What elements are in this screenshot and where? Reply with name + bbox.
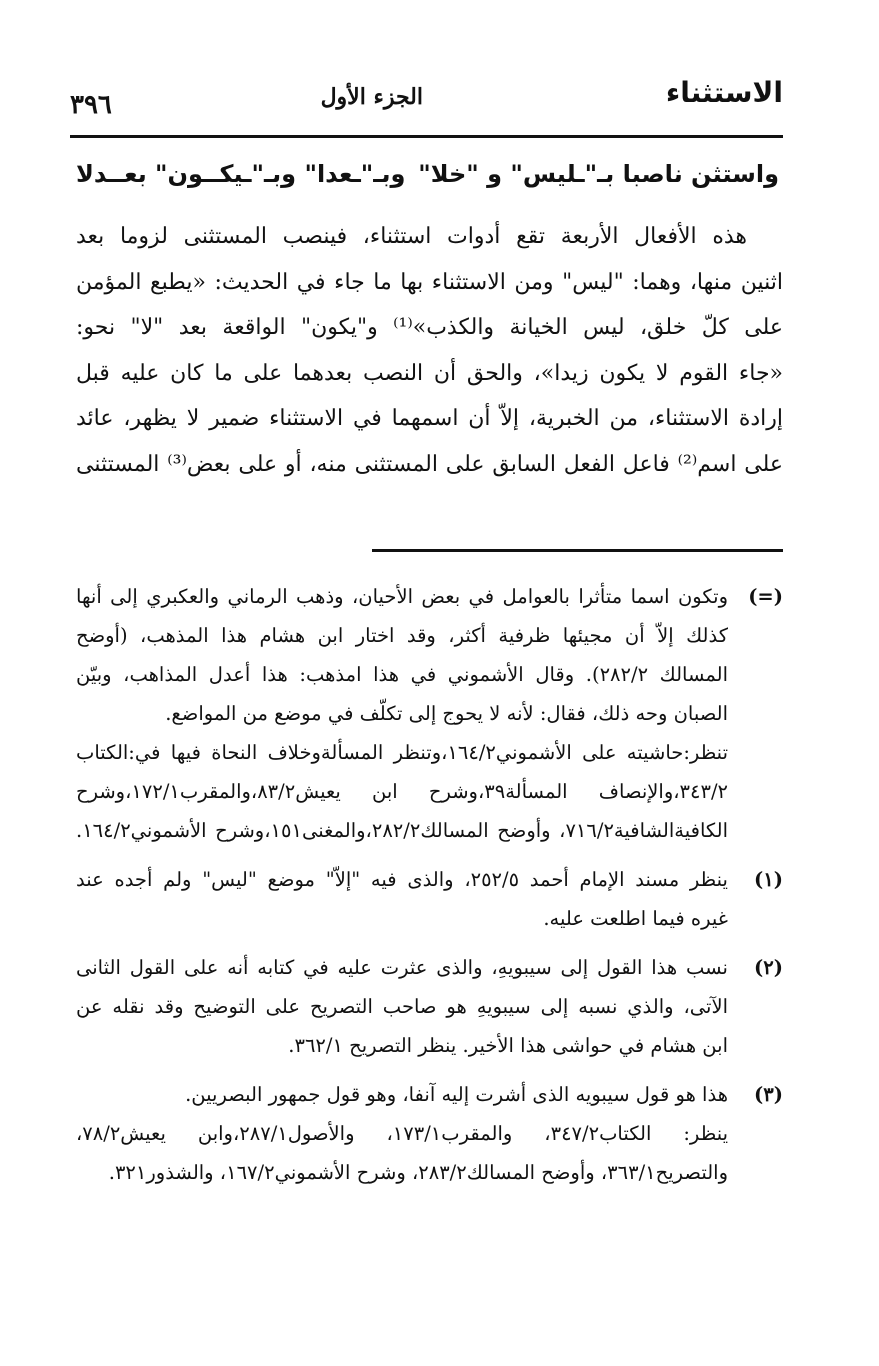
footnote-line: الكافيةالشافية٧١٦/٢، وأوضح المسالك٢٨٢/٢،والمغنى١٥١،وشرح الأشموني١٦٤/٢. [76,819,728,842]
footnote-line: ٣٤٣/٢،والإنصاف المسألة٣٩،وشرح ابن يعيش٨٣/٢،والمقرب١٧٢/١،وشرح [76,780,728,803]
main-text [76,214,783,487]
footnote-line: والتصريح٣٦٣/١، وأوضح المسالك٢٨٣/٢، وشرح الأشموني١٦٧/٢، والشذور٣٢١. [108,1161,728,1184]
footnote-line: تنظر:حاشيته على الأشموني١٦٤/٢،وتنظر المسألةوخلاف النحاة فيها في:الكتاب [76,741,728,764]
footnote-line: ينظر مسند الإمام أحمد ٢٥٢/٥، والذى فيه "إلاّ" موضع "ليس" ولم أجده عند [76,868,728,891]
footnote-1 [76,860,783,938]
footnote-line: كذلك إلاّ أن مجيئها ظرفية أكثر، وقد اختار ابن هشام هذا المذهب، (أوضح [76,624,728,647]
footnote-line: غيره فيما اطلعت عليه. [543,907,728,930]
footnote-line: الصبان وحه ذلك، فقال: لأنه لا يحوج إلى تكلّف في موضع من المواضع. [165,702,728,725]
body-line: هذه الأفعال الأربعة تقع أدوات استثناء، فينصب المستثنى لزوما بعد [76,224,747,249]
footnote-marker: (٣) [754,1083,783,1106]
page-header [70,70,783,130]
header-divider [70,135,783,138]
footnote-line: ابن هشام في حواشى هذا الأخير. ينظر التصريح ٣٦٢/١. [288,1034,728,1057]
footnote-line: وتكون اسما متأثرا بالعوامل في بعض الأحيان، وذهب الرماني والعكبري إلى أنها [76,585,728,608]
volume-label: الجزء الأول [320,84,423,110]
page-number: ٣٩٦ [70,90,112,120]
footnote-line: هذا هو قول سيبويه الذى أشرت إليه آنفا، وهو قول جمهور البصريين. [185,1083,728,1106]
footnote-3 [76,1075,783,1192]
body-line: اثنين منها، وهما: "ليس" ومن الاستثناء بها ما جاء في الحديث: «يطبع المؤمن [76,269,783,295]
footnote-line: نسب هذا القول إلى سيبويهِ، والذى عثرت عليه في كتابه أنه على القول الثانى [76,956,728,979]
footnote-line: ينظر: الكتاب٣٤٧/٢، والمقرب١٧٣/١، والأصول٢٨٧/١،وابن يعيش٧٨/٢، [76,1122,728,1145]
footnote-2 [76,948,783,1065]
poetry-verse [76,160,779,200]
footnote-marker: (=) [748,585,783,608]
chapter-title: الاستثناء [665,76,783,109]
body-line: على كلّ خلق، ليس الخيانة والكذب»⁽¹⁾ و"يكون" الواقعة بعد "لا" نحو: [76,315,783,340]
footnote-line: الآتى، والذي نسبه إلى سيبويهِ هو صاحب التصريح على التوضيح وقد نقله عن [76,995,728,1018]
footnote-line: المسالك ٢٨٢/٢). وقال الأشموني في هذا امذهب: هذا أعدل المذاهب، وبيّن [76,663,728,686]
verse-second-hemistich: وبـ"ـعدا" وبـ"ـيكــون" بعــدلا [76,160,406,188]
footnote-marker: (٢) [754,956,783,979]
footnotes [76,577,783,1192]
footnote-divider [372,549,783,552]
footnote-marker: (١) [754,868,783,891]
body-line: على اسم⁽²⁾ فاعل الفعل السابق على المستثنى منه، أو على بعض⁽³⁾ المستثنى [76,451,783,477]
body-line: إرادة الاستثناء، من الخبرية، إلاّ أن اسمهما في الاستثناء ضمير لا يظهر، عائد [76,406,783,431]
verse-first-hemistich: واستثن ناصبا بـ"ـليس" و "خلا" [418,160,779,188]
footnote-continued [76,577,783,850]
body-line: «جاء القوم لا يكون زيدا»، والحق أن النصب بعدهما على ما كان عليه قبل [76,360,783,386]
